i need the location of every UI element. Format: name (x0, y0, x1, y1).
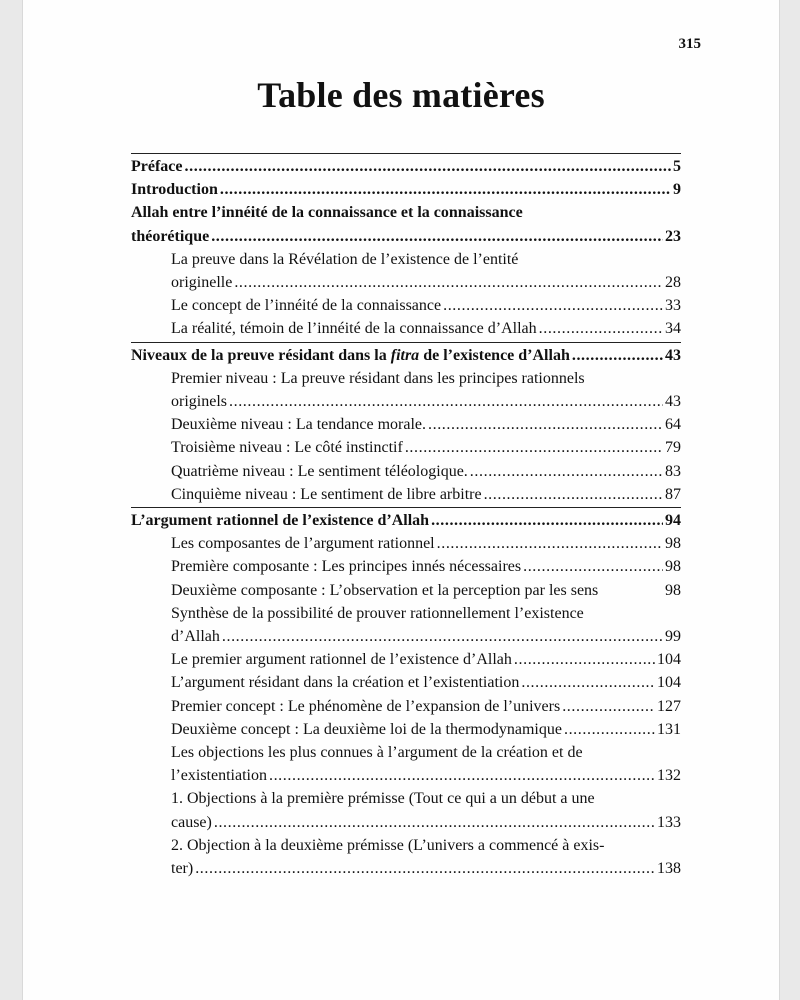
dot-leader (222, 625, 663, 648)
toc-page-number: 104 (657, 651, 681, 669)
toc-entry-title-part: Niveaux de la preuve résidant dans la (131, 346, 391, 364)
toc-section-entry (171, 671, 681, 694)
toc-entry-title: ter) (171, 860, 194, 878)
toc-section-entry (171, 532, 681, 555)
toc-entry-title: originels (171, 393, 227, 411)
toc-section-entry (171, 317, 681, 340)
dot-leader (405, 436, 663, 459)
toc-section-entry (171, 695, 681, 718)
section-rule (131, 342, 681, 343)
dot-leader (229, 390, 663, 413)
toc-page-number: 34 (665, 320, 681, 338)
toc-chapter-entry (131, 178, 681, 201)
toc-entry-title: Première composante : Les principes innés nécessaires (171, 558, 522, 576)
toc-section-entry (171, 460, 681, 483)
dot-leader (195, 857, 655, 880)
toc-entry-title: Deuxième concept : La deuxième loi de la thermodynamique (171, 720, 562, 738)
toc-entry-title: Les composantes de l’argument rationnel (171, 535, 435, 553)
toc-entry-lead: 2. Objection à la deuxième prémisse (L’univers a commencé à exis- (171, 836, 605, 854)
toc-page-number: 9 (673, 181, 681, 199)
toc-entry-lead: Les objections les plus connues à l’argument de la création et de (171, 744, 583, 762)
toc-section-entry (171, 294, 681, 317)
toc-entry-lead: Synthèse de la possibilité de prouver rationnellement l’existence (171, 604, 584, 622)
toc-entry-title: Le concept de l’innéité de la connaissance (171, 297, 442, 315)
toc-section-entry (171, 718, 681, 741)
toc-section-entry (171, 787, 681, 833)
toc-entry-title: théorétique (131, 227, 210, 245)
toc-page-number: 79 (665, 439, 681, 457)
toc-entry-title: Troisième niveau : Le côté instinctif (171, 439, 403, 457)
toc-section-entry (171, 579, 681, 602)
toc-entry-lead: Premier niveau : La preuve résidant dans les principes rationnels (171, 369, 585, 387)
toc-section-entry (171, 413, 681, 436)
dot-leader (443, 294, 663, 317)
toc-section-entry (171, 367, 681, 413)
dot-leader (234, 271, 663, 294)
dot-leader (514, 648, 655, 671)
dot-leader (185, 155, 671, 178)
document-page (22, 0, 780, 1000)
toc-entry-lead: Allah entre l’innéité de la connaissance et la connaissance (131, 204, 523, 222)
toc-page-number: 43 (665, 393, 681, 411)
toc-page-number: 43 (665, 346, 681, 364)
dot-leader (431, 509, 663, 532)
toc-page-number: 99 (665, 628, 681, 646)
toc-section-entry (171, 834, 681, 880)
toc-section-entry (171, 248, 681, 294)
toc-entry-lead: La preuve dans la Révélation de l’existence de l’entité (171, 250, 519, 268)
toc-entry-title (131, 344, 570, 367)
toc-chapter-entry (131, 201, 681, 247)
toc-page-number: 5 (673, 158, 681, 175)
toc-entry-title: Quatrième niveau : Le sentiment téléologique. (171, 462, 468, 480)
toc-entry-title-italic: fitra (390, 346, 420, 364)
toc-page-number: 87 (665, 485, 681, 503)
toc-section-entry (171, 483, 681, 506)
toc-page-number: 28 (665, 274, 681, 292)
toc-page-number: 33 (665, 297, 681, 315)
toc-section-entry (171, 648, 681, 671)
dot-leader (470, 460, 663, 483)
toc-page-number: 83 (665, 462, 681, 480)
dot-leader (562, 695, 655, 718)
dot-leader (211, 225, 663, 248)
dot-leader (484, 483, 663, 506)
toc-chapter-entry (131, 509, 681, 532)
toc-page-number: 133 (657, 813, 681, 831)
toc-section-entry (171, 741, 681, 787)
toc-page-number: 127 (657, 697, 681, 715)
table-of-contents (131, 153, 681, 880)
toc-section-entry (171, 555, 681, 578)
dot-leader (523, 555, 663, 578)
toc-chapter-entry (131, 155, 681, 178)
toc-entry-title: La réalité, témoin de l’innéité de la connaissance d’Allah (171, 320, 537, 338)
dot-leader (428, 413, 663, 436)
toc-page-number: 98 (665, 581, 681, 599)
toc-entry-title: Premier concept : Le phénomène de l’expansion de l’univers (171, 697, 561, 715)
toc-entry-title: L’argument résidant dans la création et l’existentiation (171, 674, 520, 692)
section-rule (131, 507, 681, 508)
toc-entry-title-part: de l’existence d’Allah (419, 346, 570, 364)
toc-entry-title: Préface (131, 158, 183, 175)
toc-section-entry (171, 602, 681, 648)
toc-entry-title: cause) (171, 813, 212, 831)
toc-entry-title: originelle (171, 274, 233, 292)
toc-entry-title: d’Allah (171, 628, 220, 646)
toc-entry-title: Le premier argument rationnel de l’existence d’Allah (171, 651, 512, 669)
toc-chapter-entry (131, 344, 681, 367)
page-title: Table des matières (257, 75, 545, 115)
toc-page-number: 104 (657, 674, 681, 692)
dot-leader (521, 671, 655, 694)
toc-page-number: 131 (657, 720, 681, 738)
toc-entry-title: Cinquième niveau : Le sentiment de libre arbitre (171, 485, 482, 503)
toc-entry-title: Introduction (131, 181, 218, 199)
dot-leader (220, 178, 671, 201)
dot-leader (437, 532, 663, 555)
page-number: 315 (678, 36, 701, 52)
toc-page-number: 94 (665, 512, 681, 530)
toc-entry-title: L’argument rationnel de l’existence d’Allah (131, 512, 430, 530)
dot-leader (269, 764, 655, 787)
toc-entry-title: Deuxième composante : L’observation et la perception par les sens (171, 581, 599, 599)
toc-page-number: 138 (657, 860, 681, 878)
dot-leader (564, 718, 655, 741)
toc-page-number: 64 (665, 416, 681, 434)
dot-leader (539, 317, 663, 340)
toc-page-number: 98 (665, 558, 681, 576)
toc-entry-lead: 1. Objections à la première prémisse (Tout ce qui a un début a une (171, 790, 595, 808)
toc-page-number: 23 (665, 227, 681, 245)
toc-entry-title: l’existentiation (171, 767, 267, 785)
toc-page-number: 98 (665, 535, 681, 553)
toc-page-number: 132 (657, 767, 681, 785)
toc-entry-title: Deuxième niveau : La tendance morale. (171, 416, 426, 434)
dot-leader (214, 811, 655, 834)
section-rule (131, 153, 681, 154)
dot-leader (572, 344, 663, 367)
toc-section-entry (171, 436, 681, 459)
